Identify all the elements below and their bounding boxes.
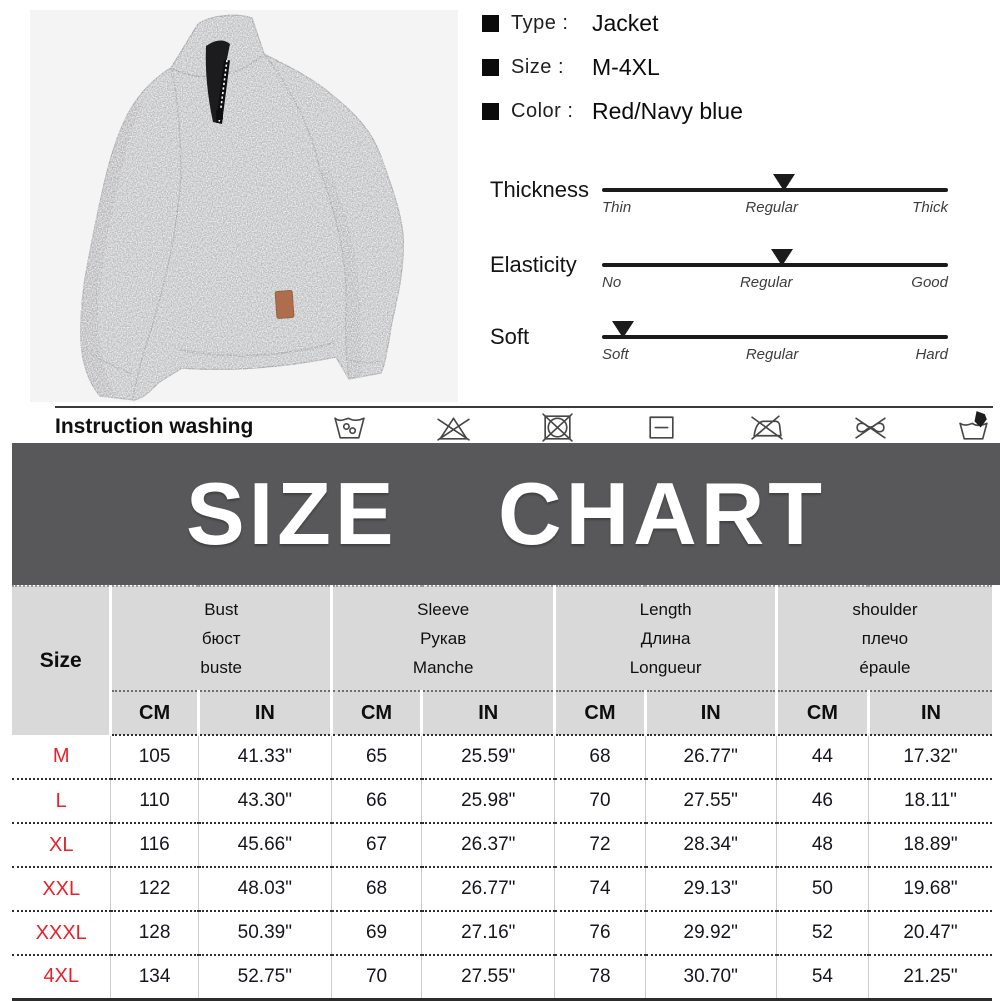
measurement-cell: 54 [776,955,868,999]
measurement-cell: 50.39" [198,911,331,955]
measurement-cell: 44 [776,735,868,779]
header-line: Longueur [629,658,702,677]
header-line: Length [639,600,692,619]
size-label: XXXL [12,911,111,955]
size-label: L [12,779,111,823]
tick-label: Thick [912,199,948,216]
size-chart-body [12,735,992,999]
size-chart-banner [12,443,1000,585]
attribute-type [482,8,982,39]
in-header: IN [198,691,331,735]
attribute-value: Red/Navy blue [592,98,743,124]
measurement-cell: 76 [555,911,645,955]
attribute-color [482,96,982,127]
size-chart-table [12,585,992,1001]
product-photo [30,10,458,402]
product-attributes [482,8,982,140]
tick-label: Regular [745,346,799,363]
in-header: IN [645,691,776,735]
measurement-cell: 68 [555,735,645,779]
softness-slider [490,319,948,377]
cm-header: CM [555,691,645,735]
size-row [12,911,992,955]
header-line: Bust [204,600,239,619]
header-line: Sleeve [417,600,470,619]
measurement-cell: 21.25" [868,955,992,999]
bust-header [111,586,331,691]
measurement-cell: 18.89" [868,823,992,867]
measurement-cell: 26.37" [422,823,555,867]
header-line: Рукав [420,629,467,648]
attribute-label: Color : [511,100,574,122]
attribute-value: M-4XL [592,54,660,80]
slider-ticks [602,274,948,291]
cm-header: CM [331,691,421,735]
cm-header: CM [776,691,868,735]
measurement-cell: 66 [331,779,421,823]
measurement-cell: 70 [555,779,645,823]
measurement-cell: 27.55" [645,779,776,823]
thickness-slider [490,172,948,230]
slider-title: Soft [490,324,530,349]
tick-label: Regular [739,274,793,291]
header-line: Manche [412,658,474,677]
measurement-cell: 65 [331,735,421,779]
measurement-cell: 78 [555,955,645,999]
tick-label: Regular [745,199,798,216]
washing-label: Instruction washing [55,414,254,438]
machine-wash-icon [331,410,368,443]
slider-marker-icon [612,321,634,338]
header-line: épaule [859,658,911,677]
do-not-bleach-icon [435,410,472,443]
size-label: 4XL [12,955,111,999]
attribute-value: Jacket [592,10,659,36]
measurement-cell: 74 [555,867,645,911]
measurement-cell: 72 [555,823,645,867]
zipper-pull [216,110,223,120]
unit-header-row [12,691,992,735]
shoulder-header [776,586,992,691]
measurement-cell: 27.55" [422,955,555,999]
slider-ticks [602,199,948,216]
measurement-cell: 52 [776,911,868,955]
header-line: Длина [640,629,691,648]
slider-ticks [602,346,948,363]
measurement-cell: 20.47" [868,911,992,955]
size-row [12,955,992,999]
slider-marker-icon [771,249,793,266]
measurement-cell: 30.70" [645,955,776,999]
hand-wash-icon [956,410,993,443]
banner-title: SIZE CHART [186,464,826,563]
measurement-cell: 48 [776,823,868,867]
measurement-cell: 17.32" [868,735,992,779]
measurement-cell: 25.59" [422,735,555,779]
measurement-cell: 70 [331,955,421,999]
header-line: бюст [201,629,241,648]
measurement-cell: 26.77" [422,867,555,911]
measurement-cell: 29.92" [645,911,776,955]
slider-marker-icon [773,174,795,191]
header-line: buste [200,658,242,677]
measurement-cell: 110 [111,779,198,823]
measurement-cell: 18.11" [868,779,992,823]
slider-track-area [602,247,948,305]
measurement-cell: 69 [331,911,421,955]
size-label: XXL [12,867,111,911]
size-label: M [12,735,111,779]
do-not-wring-icon [852,410,889,443]
slider-track [602,335,948,339]
do-not-tumble-dry-icon [539,410,576,443]
header-line: плечо [861,629,909,648]
jacket-illustration [30,10,458,402]
tick-label: Good [911,274,948,291]
square-bullet-icon [482,15,499,32]
size-label: XL [12,823,111,867]
tick-label: No [602,274,622,291]
measurement-cell: 105 [111,735,198,779]
measurement-cell: 27.16" [422,911,555,955]
in-header: IN [868,691,992,735]
slider-track-area [602,319,948,377]
tick-label: Soft [602,346,629,363]
size-row [12,735,992,779]
size-row [12,867,992,911]
attribute-label: Type : [511,12,569,34]
measurement-cell: 25.98" [422,779,555,823]
measurement-cell: 122 [111,867,198,911]
slider-title: Thickness [490,177,590,202]
cm-header: CM [111,691,198,735]
sleeve-header [331,586,554,691]
length-header [555,586,776,691]
measurement-cell: 43.30" [198,779,331,823]
measurement-cell: 116 [111,823,198,867]
tick-label: Thin [602,199,632,216]
measurement-cell: 48.03" [198,867,331,911]
leather-patch [275,290,294,318]
header-line: shoulder [852,600,918,619]
dry-flat-icon [643,410,680,443]
measurement-cell: 68 [331,867,421,911]
washing-instructions [55,406,993,443]
measurement-cell: 29.13" [645,867,776,911]
square-bullet-icon [482,59,499,76]
square-bullet-icon [482,103,499,120]
slider-title: Elasticity [490,252,577,277]
group-header-row [12,586,992,691]
attribute-label: Size : [511,56,565,78]
elasticity-slider [490,247,948,305]
attribute-size [482,52,982,83]
measurement-cell: 19.68" [868,867,992,911]
washing-icons [331,410,993,443]
size-corner-header: Size [12,586,111,735]
do-not-iron-icon [748,410,785,443]
measurement-cell: 52.75" [198,955,331,999]
tick-label: Hard [915,346,948,363]
in-header: IN [422,691,555,735]
measurement-cell: 45.66" [198,823,331,867]
measurement-cell: 46 [776,779,868,823]
size-row [12,779,992,823]
measurement-cell: 26.77" [645,735,776,779]
size-row [12,823,992,867]
measurement-cell: 50 [776,867,868,911]
measurement-cell: 41.33" [198,735,331,779]
slider-track-area [602,172,948,230]
measurement-cell: 67 [331,823,421,867]
measurement-cell: 128 [111,911,198,955]
measurement-cell: 134 [111,955,198,999]
measurement-cell: 28.34" [645,823,776,867]
